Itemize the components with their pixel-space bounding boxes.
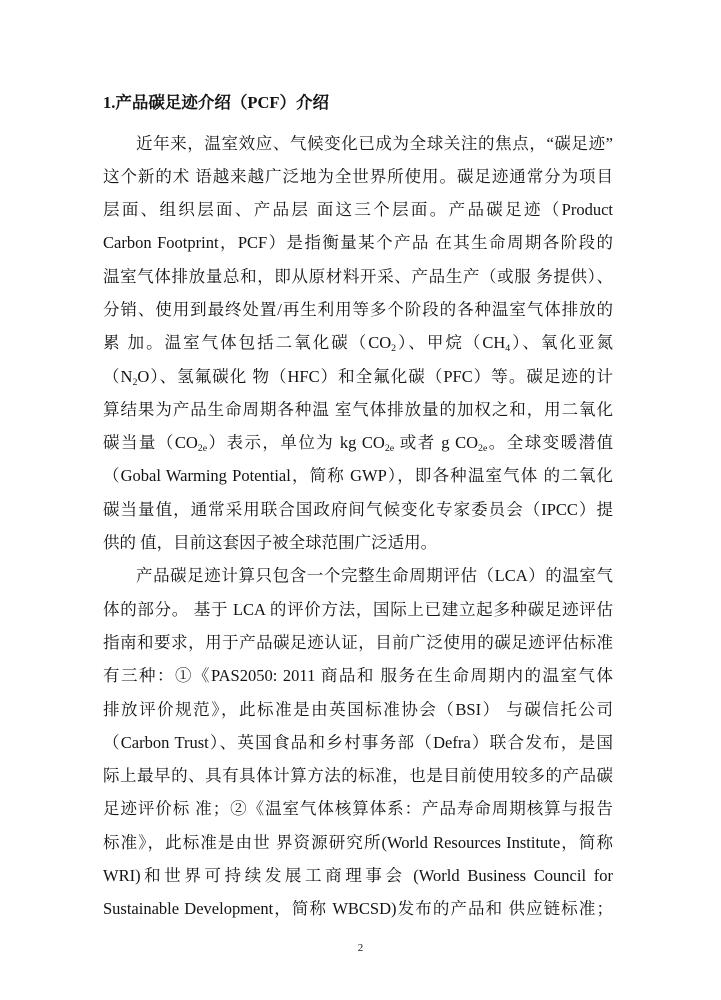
text-segment: 碳当量值，通常采用联合国政府间气候变化专家委员会（IPCC）提 <box>103 499 613 519</box>
text-line <box>103 193 613 226</box>
text-line <box>103 127 613 160</box>
text-line <box>103 726 613 759</box>
paragraph-pcf-definition <box>103 127 613 560</box>
text-segment: 近年来，温室效应、气候变化已成为全球关注的焦点，“碳足迹” <box>136 133 613 153</box>
text-line <box>103 659 613 692</box>
text-segment: 指南和要求，用于产品碳足迹认证，目前广泛使用的碳足迹评估标准 <box>103 632 613 652</box>
subscript: 2e <box>384 443 395 455</box>
text-line <box>103 792 613 825</box>
subscript: 2e <box>478 443 488 455</box>
text-segment: 际上最早的、具有具体计算方法的标准，也是目前使用较多的产品碳 <box>103 766 613 786</box>
text-line <box>103 326 613 359</box>
text-segment: 排放评价规范》，此标准是由英国标准协会（BSI） 与碳信托公司 <box>103 699 613 719</box>
text-line <box>103 226 613 259</box>
text-line <box>103 759 613 792</box>
text-segment: 产品碳足迹计算只包含一个完整生命周期评估（LCA）的温室气 <box>136 566 613 586</box>
text-segment: O）、氢氟碳化 物（HFC）和全氟化碳（PFC）等。碳足迹的计 <box>137 366 613 386</box>
text-line <box>103 260 613 293</box>
subscript: 2 <box>132 376 138 388</box>
text-segment: 这个新的术 语越来越广泛地为全世界所使用。碳足迹通常分为项目 <box>103 166 613 186</box>
text-line <box>103 293 613 326</box>
subscript: 2 <box>391 343 397 355</box>
text-segment: ）表示，单位为 kg CO <box>207 433 385 453</box>
text-segment: （Gobal Warming Potential，简称 GWP），即各种温室气体 的二氧化 <box>103 466 613 486</box>
text-line <box>103 426 613 459</box>
text-segment: WRI)和世界可持续发展工商理事会 (World Business Council for <box>103 866 613 886</box>
page-number: 2 <box>357 942 364 954</box>
text-segment: 温室气体排放量总和，即从原材料开采、产品生产（或服 务提供）、 <box>103 266 614 286</box>
text-segment: 算结果为产品生命周期各种温 室气体排放量的加权之和，用二氧化 <box>103 399 613 419</box>
section-heading: 1.产品碳足迹介绍（PCF）介绍 <box>103 93 329 112</box>
text-line <box>103 493 613 526</box>
text-segment: 标准》，此标准是由世 界资源研究所(World Resources Institute，简称 <box>103 832 613 852</box>
text-segment: 体的部分。 基于 LCA 的评价方法，国际上已建立起多种碳足迹评估 <box>103 599 613 619</box>
text-segment: 足迹评价标 准；②《温室气体核算体系：产品寿命周期核算与报告 <box>103 799 613 819</box>
subscript: 2e <box>197 443 208 455</box>
text-segment: 供的 值，目前这套因子被全球范围广泛适用。 <box>103 533 438 553</box>
text-segment: Carbon Footprint，PCF）是指衡量某个产品 在其生命周期各阶段的 <box>103 233 613 253</box>
text-line <box>103 826 613 859</box>
text-line <box>103 526 613 559</box>
text-line <box>103 626 613 659</box>
text-segment: 碳当量（CO <box>103 433 198 453</box>
text-segment: （N <box>103 366 133 386</box>
text-line <box>103 393 613 426</box>
text-segment: ）、甲烷（CH <box>396 333 506 353</box>
text-line <box>103 693 613 726</box>
text-segment: 。全球变暖潜值 <box>487 433 614 453</box>
text-segment: 累 加。温室气体包括二氧化碳（CO <box>103 333 392 353</box>
body-text <box>103 127 613 926</box>
text-segment: 或者 g CO <box>394 433 478 453</box>
text-line <box>103 360 613 393</box>
text-segment: 分销、使用到最终处置/再生利用等多个阶段的各种温室气体排放的 <box>103 299 613 319</box>
text-segment: （Carbon Trust）、英国食品和乡村事务部（Defra）联合发布，是国 <box>103 732 613 752</box>
text-line <box>103 559 613 592</box>
text-line <box>103 892 613 925</box>
text-segment: 有三种：①《PAS2050: 2011 商品和 服务在生命周期内的温室气体 <box>103 666 613 686</box>
text-segment: ）、氧化亚氮 <box>510 333 614 353</box>
text-line <box>103 593 613 626</box>
text-segment: Sustainable Development，简称 WBCSD)发布的产品和 供应链标准； <box>103 899 613 919</box>
text-segment: 层面、组织层面、产品层 面这三个层面。产品碳足迹（Product <box>103 200 613 220</box>
text-line <box>103 459 613 492</box>
subscript: 4 <box>505 343 511 355</box>
paragraph-pcf-standards <box>103 559 613 925</box>
text-line <box>103 160 613 193</box>
text-line <box>103 859 613 892</box>
